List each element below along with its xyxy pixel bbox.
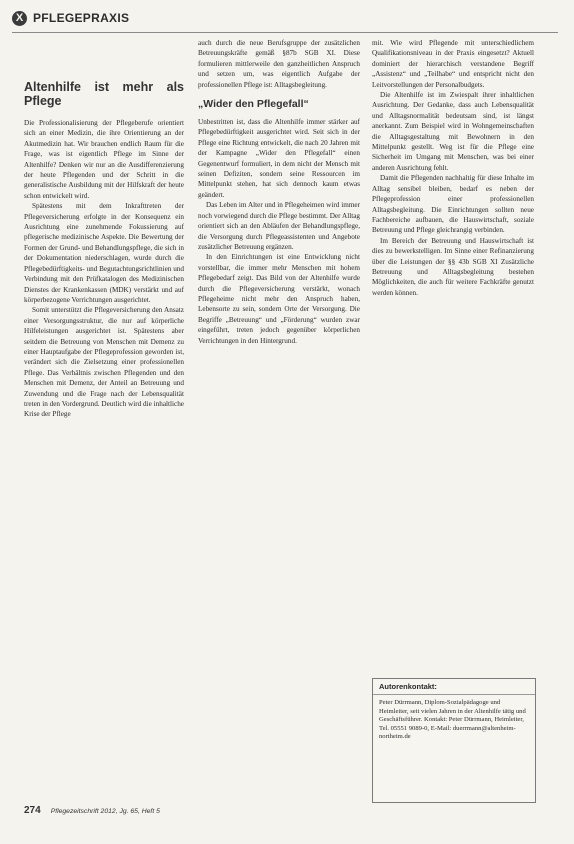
column-3 [372,38,534,298]
column-2 [198,38,360,346]
paragraph: Die Professionalisierung der Pflegeberufe orientiert sich an einer Medizin, die ihre Orientierung an der Akutmedizin hat. Wir brauchen endlich Raum für die Frage, was ist eigentlich Pflege im Sinne der Altenhilfe? Denken wir nur an die Ausdifferenzierung der heute Pflegenden und der Schritt in die generalistische Ausbildung mit der Hilfskraft der heute schon entwickelt wird. [24,119,184,200]
paragraph: Spätestens mit dem Inkrafttreten der Pflegeversicherung erfolgte in der Konsequenz ein Ausrichtung eine zunehmende Fokussierung auf pflegerische medizinische Aspekte. Die Bewertung der Formen der Grund- und Behandlungspflege, die sich in der Dokumentation niederschlagen, wurde durch die Pflegebedürftigkeits- und Begutachtungsrichtlinien und Verbindung mit den Prüfkatalogen des Medizinischen Dienstes der Krankenkassen (MDK) verstärkt und auf körperbezogene Verrichtungen ausgerichtet. [24,202,184,304]
article-title: Altenhilfe ist mehr als Pflege [24,80,184,108]
page-number: 274 [24,805,41,816]
page-footer [24,805,160,816]
paragraph: Im Bereich der Betreuung und Hauswirtschaft ist dies zu bewerkstelligen. Im Sinne einer Refinanzierung über die Leistungen der §§ 43b SGB XI Zusätzliche Betreuung und Alltagsbegleitung bestehen Möglichkeiten, die auch für weitere Fachkräfte genutzt werden können. [372,236,534,297]
author-contact-title: Autorenkontakt: [373,679,535,695]
column-1 [24,38,184,420]
author-contact-box [372,678,536,803]
paragraph: In den Einrichtungen ist eine Entwicklung nicht vorstellbar, die immer mehr Menschen mit hohem Pflegebedarf zeigt. Das Bild von der Altenhilfe wurde durch die Pflegeversicherung verstärkt, wonach Pflegeheime nicht mehr den Anspruch haben, Lebensorte zu sein, sondern Orte der Versorgung. Die Begriffe „Betreuung“ und „Förderung“ wurden zwar eingeführt, treten jedoch gegenüber körperlichen Verrichtungen in den Hintergrund. [198,253,360,345]
header-rule [12,32,558,33]
paragraph: mit. Wie wird Pflegende mit unterschiedlichem Qualifikationsniveau in der Praxis eingesetzt? Aktuell dominiert der hierarchisch verstandene Begriff „Assistenz“ und „Teilhabe“ und entspricht nicht den Leitvorstellungen der Personalbudgets. [372,39,534,89]
paragraph: auch durch die neue Berufsgruppe der zusätzlichen Betreuungskräfte gemäß §87b SGB XI. Diese formulieren mittlerweile den ganzheitlichen Anspruch und setzen um, was eigentlich Aufgabe der professionellen Pflege ist: Alltagsbegleitung. [198,39,360,89]
paragraph: Die Altenhilfe ist im Zwiespalt ihrer inhaltlichen Ausrichtung. Der Gedanke, dass auch Lebensqualität und Alltagsnormalität bedeutsam sind, ist längst anerkannt. Zum Beispiel wird in Wohngemeinschaften die Alltagsgestaltung mit Bewohnern in den Mittelpunkt gestellt. Weg ist für die Pflege eine Sicherheit im Umgang mit Menschen, was bei einer anderen Ausrichtung fehlt. [372,91,534,172]
section-header [12,8,129,28]
paragraph: Damit die Pflegenden nachhaltig für diese Inhalte im Alltag sensibel bleiben, bedarf es neben der Pflegeprofession einer professionellen Alltagsbegleitung. Die Einrichtungen sollten neue Fachbereiche aufbauen, die Hauswirtschaft, soziale Betreuung und Pflege gleichrangig verbinden. [372,174,534,235]
section-title: PFLEGEPRAXIS [33,11,130,25]
author-contact-body: Peter Dürrmann, Diplom-Sozialpädagoge und Heimleiter, seit vielen Jahren in der Altenhilfe tätig und Geschäftsführer. Kontakt: Peter Dürrmann, Heimleiter, Tel. 05551 9089-0, E-Mail: duerrmann@altenheim-northeim.de [379,699,526,741]
paragraph: Das Leben im Alter und in Pflegeheimen wird immer noch vorwiegend durch die Pflege bestimmt. Der Alltag orientiert sich an den Abläufen der Behandlungspflege, die Versorgung durch Pflegeassistenten und Angebote zusätzlicher Betreuung ergänzen. [198,201,360,251]
journal-source: Pflegezeitschrift 2012, Jg. 65, Heft 5 [50,808,160,815]
paragraph: Somit unterstützt die Pflegeversicherung den Ansatz einer Versorgungsstruktur, die nur auf körperliche Hilfeleistungen ausgerichtet ist. Spätestens aber seitdem die Betreuung von Menschen mit Demenz zu einer Hauptaufgabe der Pflegeprofession geworden ist, verändert sich die Zielsetzung einer professionellen Pflege. Das Verhältnis zwischen Pflegenden und den Menschen mit Demenz, der Anteil an Betreuung und Zuwendung und die Frage nach der Lebensqualität treten in den Vordergrund. Deutlich wird die inhaltliche Krise der Pflege [24,306,184,419]
paragraph: Unbestritten ist, dass die Altenhilfe immer stärker auf Pflegebedürftigkeit ausgerichtet wird. Seit sich in der Pflege eine Richtung entwickelt, die nach 20 Jahren mit der Kampagne „Wider den Pflegefall“ einen Gegenentwurf formuliert, in dem nicht der Mensch mit seinen Defiziten, sondern seine Ressourcen im Mittelpunkt stehen, hat sich dennoch kaum etwas geändert. [198,118,360,199]
section-logo-icon: X [12,11,27,26]
subheading: „Wider den Pflegefall“ [198,98,309,111]
